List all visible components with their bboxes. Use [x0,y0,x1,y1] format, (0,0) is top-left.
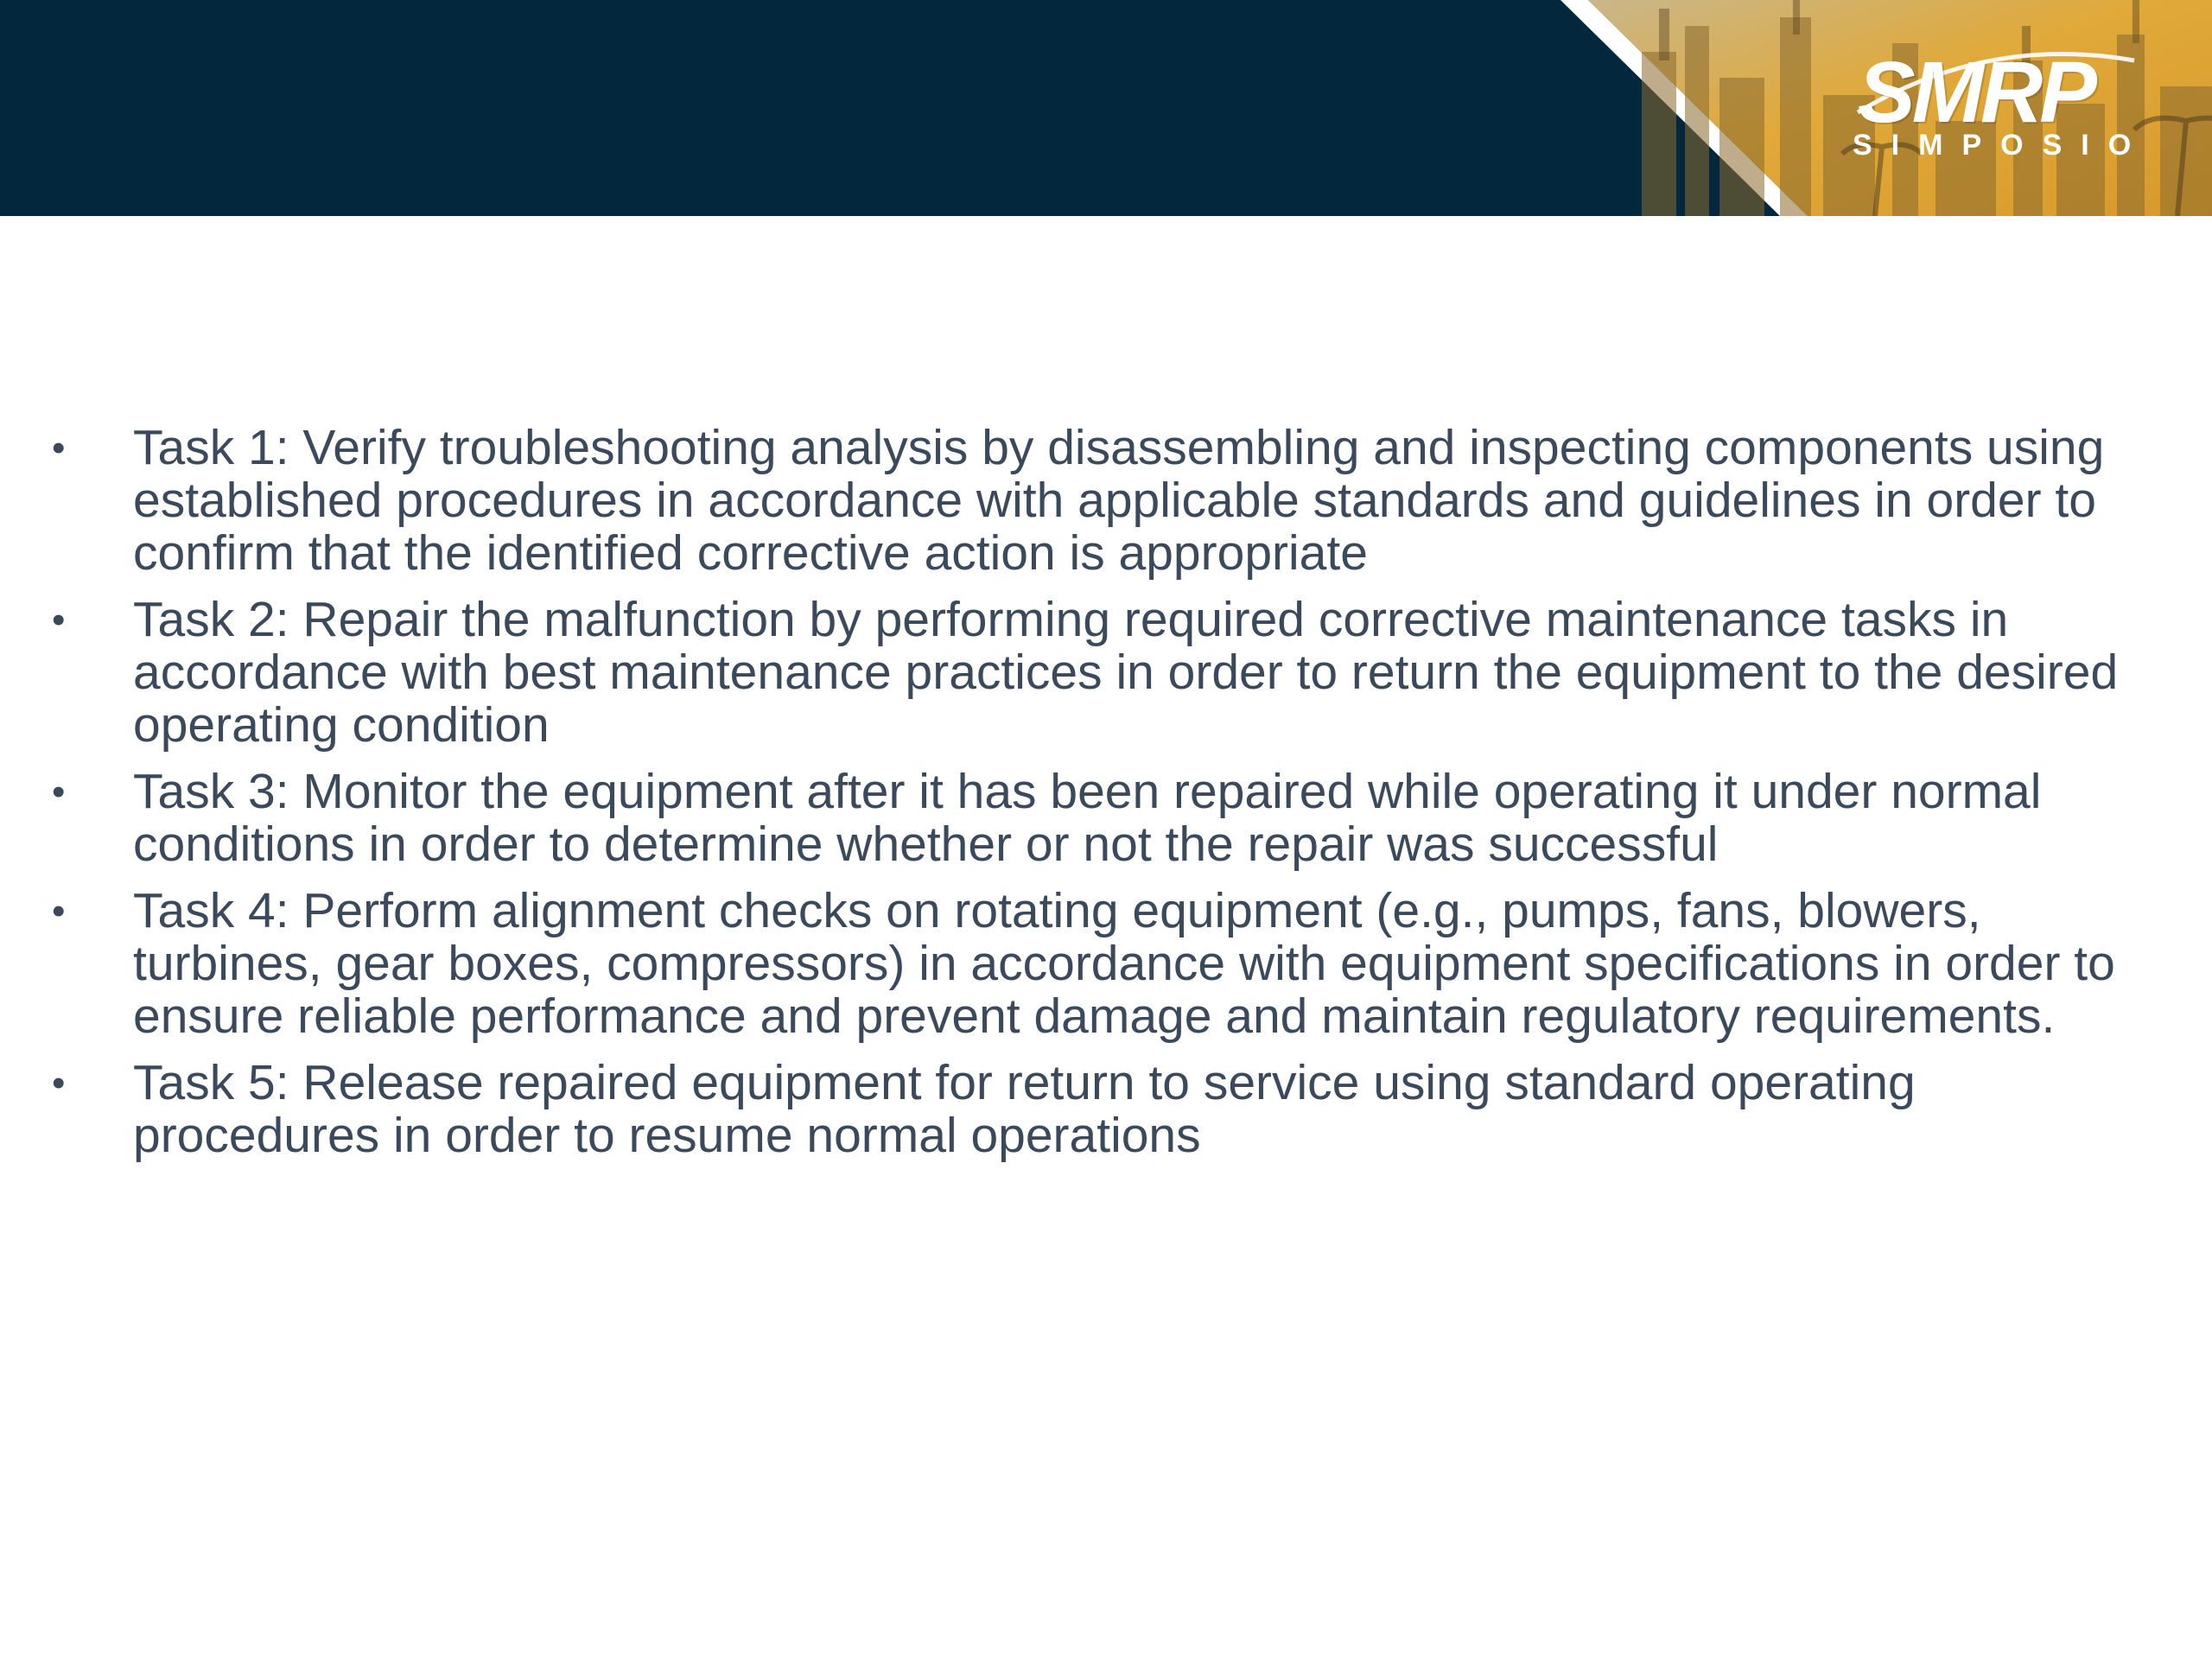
task-text: Task 4: Perform alignment checks on rotating equipment (e.g., pumps, fans, blowers, turbines, gear boxes, compressors) in accordance with equipment specifications in order to ensure reliable performance and prevent damage and maintain regulatory requirements. [133,883,2115,1044]
task-text: Task 5: Release repaired equipment for return to service using standard operating procedures in order to resume normal operations [133,1055,1916,1163]
list-item [52,594,2143,752]
bullet: • [52,599,66,641]
task-text: Task 1: Verify troubleshooting analysis by disassembling and inspecting components using established procedures in accordance with applicable standards and guidelines in order to confirm that the identified corrective action is appropriate [133,420,2105,581]
task-list [52,422,2143,1162]
bullet: • [52,1062,66,1104]
list-item [52,885,2143,1043]
task-text: Task 2: Repair the malfunction by performing required corrective maintenance tasks in accordance with best maintenance practices in order to return the equipment to the desired operating condition [133,592,2119,753]
bullet: • [52,771,66,813]
smrp-simposio-logo [1840,45,2203,175]
list-item [52,766,2143,871]
task-text: Task 3: Monitor the equipment after it has been repaired while operating it under normal conditions in order to determine whether or not the repair was successful [133,764,2042,872]
bullet: • [52,427,66,469]
task-list-section [52,422,2143,1176]
list-item [52,422,2143,580]
logo-wordmark: SMRP [1858,44,2094,141]
logo-subtitle: SIMPOSIO [1853,129,2151,162]
list-item [52,1057,2143,1162]
bullet: • [52,890,66,932]
